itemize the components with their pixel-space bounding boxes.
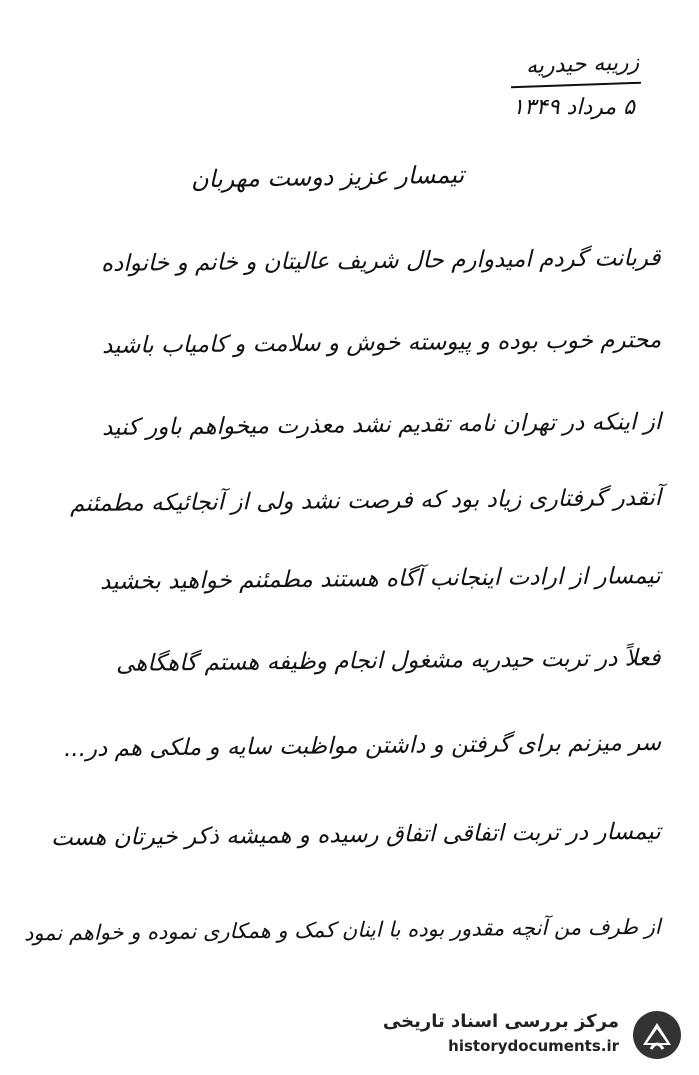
salutation: تیمسار عزیز دوست مهربان [190, 160, 465, 194]
letter-line-1: قربانت گردم امیدوارم حال شریف عالیتان و خانم و خانواده [101, 245, 662, 277]
letter-line-2: محترم خوب بوده و پیوسته خوش و سلامت و کامیاب باشید [101, 327, 662, 359]
letter-line-7: سر میزنم برای گرفتن و داشتن مواظبت سایه و ملکی هم در... [63, 729, 662, 763]
archive-watermark [382, 1009, 685, 1061]
watermark-url: historydocuments.ir [448, 1037, 619, 1055]
letter-line-4: آنقدر گرفتاری زیاد بود که فرصت نشد ولی از آنجائیکه مطمئنم [69, 484, 662, 518]
letter-line-9: از طرف من آنچه مقدور بوده با اینان کمک و همکاری نموده و خواهم نمود [24, 914, 662, 946]
header-place: زریبه حیدریه [525, 50, 640, 79]
letter-line-3: از اینکه در تهران نامه تقدیم نشد معذرت میخواهم باور کنید [101, 409, 662, 441]
letter-line-6: فعلاً در تربت حیدریه مشغول انجام وظیفه هستم گاهگاهی [116, 645, 662, 677]
watermark-title: مرکز بررسی اسناد تاریخی [382, 1011, 619, 1032]
letter-line-8: تیمسار در تربت اتفاقی اتفاق رسیده و همیشه ذکر خیرتان هست [51, 818, 662, 852]
letter-line-5: تیمسار از ارادت اینجانب آگاه هستند مطمئنم خواهید بخشید [100, 563, 662, 595]
header-date: ۵ مرداد ۱۳۴۹ [512, 95, 635, 120]
book-emblem-icon [629, 1009, 685, 1061]
header-underline [511, 82, 641, 89]
